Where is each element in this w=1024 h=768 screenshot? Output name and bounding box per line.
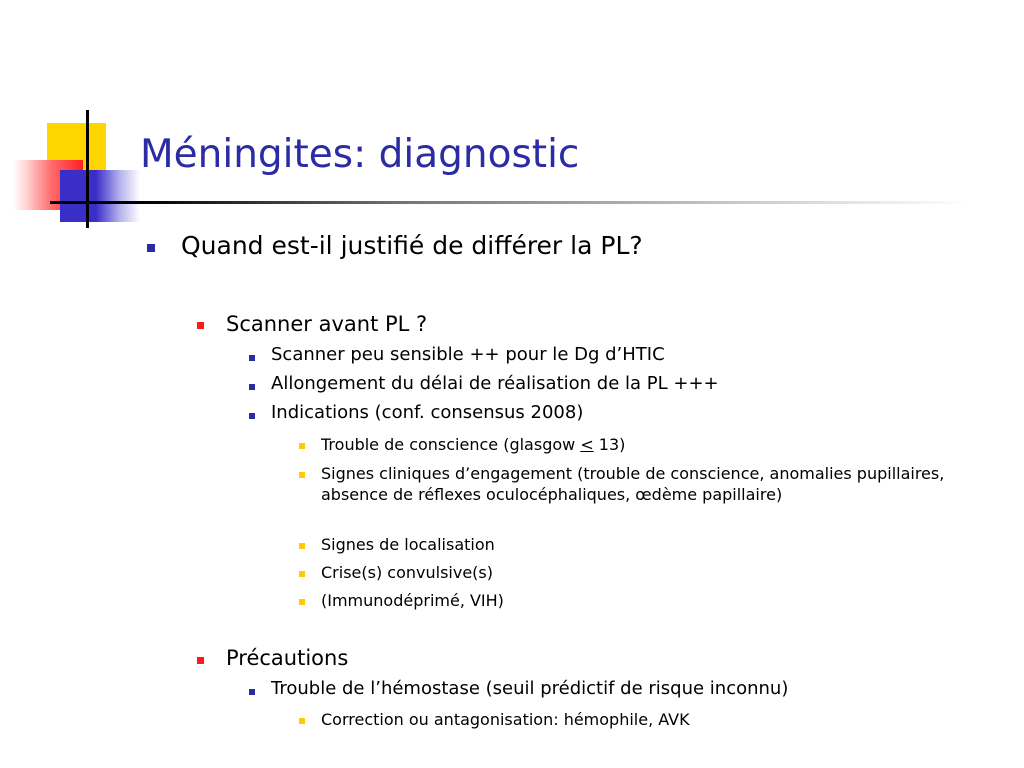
question-text: Quand est-il justifié de différer la PL? [181,231,643,260]
glasgow-symbol: < [580,435,594,454]
bullet-square-icon [299,443,305,449]
indication-localisation: Signes de localisation [321,535,495,554]
bullet-square-icon [249,355,255,361]
glasgow-suffix: 13) [593,435,626,454]
bullet-square-icon [299,599,305,605]
precautions-sub: Correction ou antagonisation: hémophile, AVK [321,710,690,729]
blue-gradient-square [60,170,140,222]
bullet-square-icon [249,384,255,390]
bullet-square-icon [249,413,255,419]
bullet-square-icon [299,571,305,577]
scanner-point: Indications (conf. consensus 2008) [271,402,584,423]
indication-engagement: Signes cliniques d’engagement (trouble de conscience, anomalies pupillaires, absence de réflexes oculocéphaliques, œdème papillaire) [321,464,945,504]
scanner-heading: Scanner avant PL ? [226,312,428,336]
indication-glasgow [321,434,625,455]
bullet-square-icon [299,543,305,549]
precautions-point: Trouble de l’hémostase (seuil prédictif de risque inconnu) [271,678,789,699]
glasgow-prefix: Trouble de conscience (glasgow [321,435,581,454]
bullet-square-icon [197,657,204,664]
slide-title: Méningites: diagnostic [140,132,580,177]
vertical-rule [86,110,89,228]
title-decoration [0,0,1024,260]
bullet-square-icon [299,472,305,478]
scanner-point: Scanner peu sensible ++ pour le Dg d’HTIC [271,344,665,365]
horizontal-rule [50,201,970,204]
bullet-square-icon [197,322,204,329]
scanner-point: Allongement du délai de réalisation de la PL +++ [271,373,719,394]
precautions-heading: Précautions [226,646,349,670]
bullet-square-icon [147,244,155,252]
bullet-square-icon [299,718,305,724]
indication-immuno: (Immunodéprimé, VIH) [321,591,504,610]
indication-crise: Crise(s) convulsive(s) [321,563,493,582]
bullet-square-icon [249,689,255,695]
